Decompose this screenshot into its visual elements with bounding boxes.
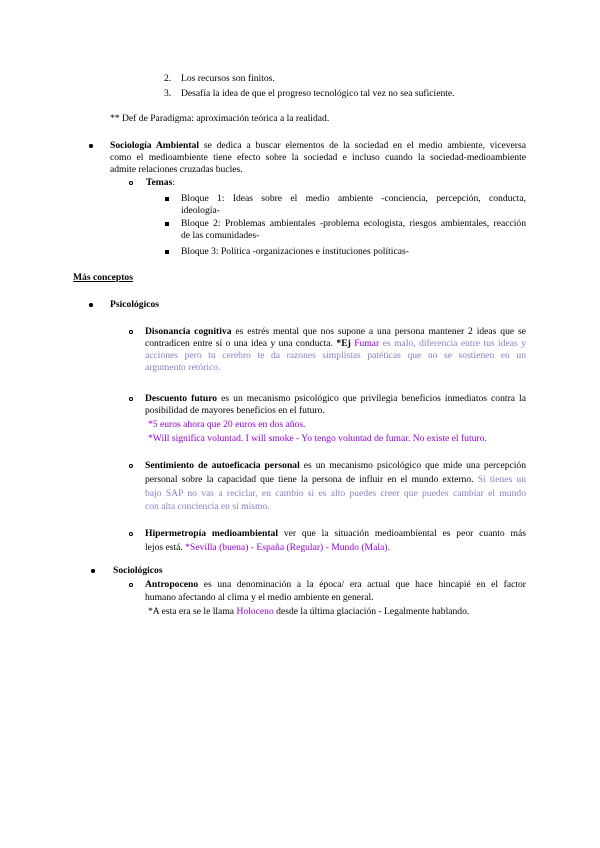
autoeficacia-example-text: Si tienes un	[477, 474, 526, 485]
autoeficacia-line-3: bajo SAP no vas a reciclar, en cambio si es alto puedes creer que puedes cambiar el mundo	[145, 488, 526, 499]
antropoceno-text: es una denominación a la época/ era actual que hace hincapié en el factor	[203, 579, 527, 590]
bloque-2-line-2: de las comunidades-	[181, 230, 260, 241]
mas-conceptos-heading: Más conceptos	[73, 272, 133, 283]
disonancia-line-4: argumento retórico.	[145, 362, 221, 373]
list-number: 2.	[164, 73, 172, 84]
paradigm-definition: ** Def de Paradigma: aproximación teórica a la realidad.	[110, 113, 330, 124]
descuento-example-2: *Will significa voluntad. I will smoke - Yo tengo voluntad de fumar. No existe el futuro.	[148, 433, 487, 444]
example-marker: *Ej	[336, 338, 351, 349]
bloque-1-line-1: Bloque 1: Ideas sobre el medio ambiente -conciencia, percepción, conducta,	[181, 193, 526, 204]
bullet-icon	[91, 569, 95, 573]
disonancia-line-1	[145, 326, 526, 338]
bloque-2-line-1: Bloque 2: Problemas ambientales -problema ecologista, riesgos ambientales, reacción	[181, 218, 526, 229]
bullet-icon	[89, 144, 93, 148]
sociologia-ambiental-line-2: como el medioambiente tiene efecto sobre la sociedad e incluso cuando la sociedad-medioambiente	[110, 152, 526, 163]
holoceno-highlight: Holoceno	[236, 606, 274, 617]
sociologia-ambiental-line-3: admite relaciones cruzadas bucles.	[110, 164, 243, 175]
disonancia-term: Disonancia cognitiva	[145, 326, 232, 337]
hipermetropia-text: ver que la situación medioambiental es peor cuanto más	[283, 528, 526, 539]
bloque-3: Bloque 3: Política -organizaciones e instituciones políticas-	[181, 246, 409, 257]
descuento-line-2: posibilidad de mayores beneficios en el futuro.	[145, 405, 325, 416]
temas-term: Temas	[146, 177, 173, 188]
bloque-1-line-2: ideología-	[181, 205, 220, 216]
fumar-highlight: Fumar	[354, 338, 380, 349]
sociologicos-heading: Sociológicos	[113, 565, 163, 576]
circle-bullet-icon	[129, 397, 133, 401]
bullet-icon	[89, 303, 93, 307]
antropoceno-line-3	[148, 606, 469, 618]
autoeficacia-text: personal sobre la capacidad que tiene la persona de influir en el mundo externo.	[145, 474, 474, 485]
square-bullet-icon	[165, 197, 169, 201]
circle-bullet-icon	[129, 532, 133, 536]
antropoceno-line-1	[145, 579, 526, 591]
list-item: Desafía la idea de que el progreso tecnológico tal vez no sea suficiente.	[181, 88, 455, 99]
list-item: Los recursos son finitos.	[181, 73, 275, 84]
temas-label	[146, 177, 175, 189]
disonancia-text: es estrés mental que nos supone a una persona mantener 2 ideas que se	[235, 326, 526, 337]
psicologicos-heading: Psicológicos	[110, 299, 160, 310]
hipermetropia-line-1	[145, 528, 526, 540]
sociologia-ambiental-text: se dedica a buscar elementos de la sociedad en el medio ambiente, viceversa	[203, 140, 526, 151]
antropoceno-term: Antropoceno	[145, 579, 199, 590]
hipermetropia-text: lejos está.	[145, 542, 183, 553]
sociologia-ambiental-term: Sociología Ambiental	[110, 140, 200, 151]
sociologia-ambiental-line-1	[110, 140, 526, 152]
antropoceno-note: *A esta era se le llama	[148, 606, 235, 617]
antropoceno-line-2: humano afectando al clima y el medio ambiente en general.	[145, 592, 374, 603]
temas-colon: :	[172, 177, 175, 188]
hipermetropia-line-2	[145, 542, 390, 554]
square-bullet-icon	[165, 222, 169, 226]
hipermetropia-term: Hipermetropía medioambiental	[145, 528, 279, 539]
circle-bullet-icon	[129, 464, 133, 468]
antropoceno-note: desde la última glaciación - Legalmente hablando.	[276, 606, 470, 617]
disonancia-example-text: es malo, diferencia entre tus ideas y	[382, 338, 526, 349]
list-number: 3.	[164, 88, 172, 99]
hipermetropia-example: *Sevilla (buena) - España (Regular) - Mundo (Mala).	[185, 542, 390, 553]
autoeficacia-text: es un mecanismo psicológico que mide una percepción	[303, 460, 527, 471]
autoeficacia-line-2	[145, 474, 526, 486]
disonancia-line-2	[145, 338, 526, 350]
descuento-term: Descuento futuro	[145, 393, 218, 404]
square-bullet-icon	[165, 250, 169, 254]
autoeficacia-line-1	[145, 460, 526, 472]
circle-bullet-icon	[129, 181, 133, 185]
descuento-text: es un mecanismo psicológico que privilegia beneficios inmediatos contra la	[221, 393, 526, 404]
circle-bullet-icon	[129, 583, 133, 587]
autoeficacia-term: Sentimiento de autoeficacia personal	[145, 460, 300, 471]
autoeficacia-line-4: con alta conciencia en sí mismo.	[145, 501, 270, 512]
circle-bullet-icon	[129, 330, 133, 334]
disonancia-text: contradicen entre sí o una idea y una conducta.	[145, 338, 333, 349]
descuento-example-1: *5 euros ahora que 20 euros en dos años.	[148, 419, 306, 430]
descuento-line-1	[145, 393, 526, 405]
disonancia-line-3: acciones pero tu cerebro te da razones simplistas patéticas que no se sostienen en un	[145, 350, 526, 361]
